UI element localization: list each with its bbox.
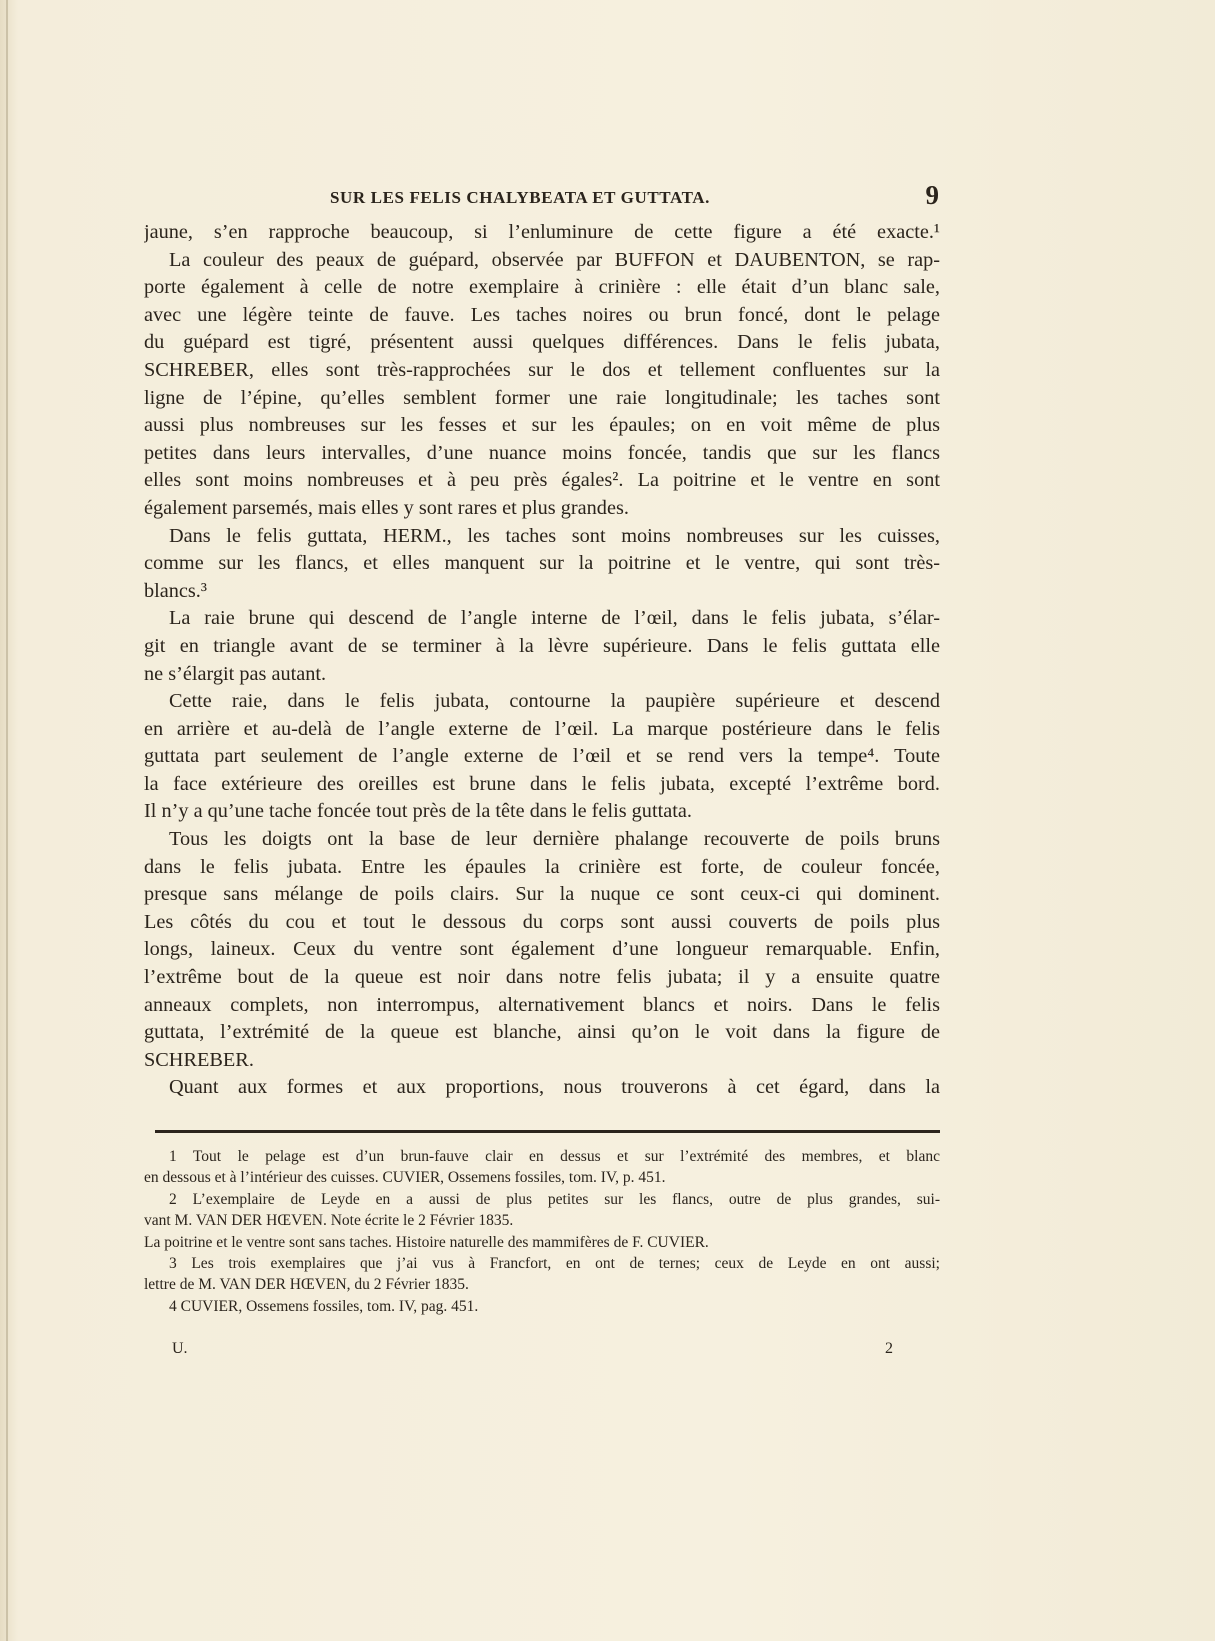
body-line: guttata part seulement de l’angle externe de l’œil et se rend vers la tempe⁴. Toute — [144, 745, 940, 768]
body-line: longs, laineux. Ceux du ventre sont également d’une longueur remarquable. Enfin, — [144, 938, 940, 961]
body-line: porte également à celle de notre exemplaire à crinière : elle était d’un blanc sale, — [144, 276, 940, 299]
body-line: jaune, s’en rapproche beaucoup, si l’enluminure de cette figure a été exacte.¹ — [144, 221, 940, 243]
body-line: également parsemés, mais elles y sont rares et plus grandes. — [144, 496, 629, 519]
footnote-rule — [155, 1130, 940, 1133]
body-line: Dans le felis guttata, HERM., les taches sont moins nombreuses sur les cuisses, — [169, 524, 940, 547]
body-line: avec une légère teinte de fauve. Les taches noires ou brun foncé, dont le pelage — [144, 303, 940, 326]
page-number: 9 — [925, 180, 939, 210]
body-line: ne s’élargit pas autant. — [144, 662, 327, 685]
body-line: la face extérieure des oreilles est brune dans le felis jubata, excepté l’extrême bord. — [144, 772, 940, 795]
body-line: Quant aux formes et aux proportions, nous trouverons à cet égard, dans la — [169, 1076, 940, 1099]
body-line: aussi plus nombreuses sur les fesses et sur les épaules; on en voit même de plus — [144, 414, 940, 437]
footnote-line: vant M. VAN DER HŒVEN. Note écrite le 2 Février 1835. — [144, 1212, 514, 1230]
body-line: Les côtés du cou et tout le dessous du corps sont aussi couverts de poils plus — [144, 910, 940, 933]
body-line: dans le felis jubata. Entre les épaules la crinière est forte, de couleur foncée, — [144, 855, 940, 878]
footnote-line: 2 L’exemplaire de Leyde en a aussi de plus petites sur les flancs, outre de plus grandes, sui- — [169, 1190, 940, 1208]
body-line: git en triangle avant de se terminer à la lèvre supérieure. Dans le felis guttata elle — [144, 634, 940, 657]
body-line: petites dans leurs intervalles, d’une nuance moins foncée, tandis que sur les flancs — [144, 441, 940, 464]
footnote-line: 3 Les trois exemplaires que j’ai vus à Francfort, en ont de ternes; ceux de Leyde en ont aussi; — [169, 1254, 940, 1272]
body-text — [144, 219, 940, 1102]
body-line: presque sans mélange de poils clairs. Sur la nuque ce sont ceux-ci qui dominent. — [144, 883, 940, 906]
footnote-line: 4 CUVIER, Ossemens fossiles, tom. IV, pag. 451. — [169, 1297, 479, 1315]
footnote-line: lettre de M. VAN DER HŒVEN, du 2 Février 1835. — [144, 1276, 469, 1294]
footnotes — [144, 1146, 940, 1317]
body-line: guttata, l’extrémité de la queue est blanche, ainsi qu’on le voit dans la figure de — [144, 1021, 940, 1044]
body-line: elles sont moins nombreuses et à peu près égales². La poitrine et le ventre en sont — [144, 469, 940, 492]
running-title: SUR LES FELIS CHALYBEATA ET GUTTATA. — [330, 188, 710, 207]
footnote-line: 1 Tout le pelage est d’un brun-fauve clair en dessus et sur l’extrémité des membres, et blanc — [169, 1148, 940, 1165]
page-gutter-edge — [6, 0, 8, 1641]
body-line: l’extrême bout de la queue est noir dans notre felis jubata; il y a ensuite quatre — [144, 966, 940, 989]
body-line: anneaux complets, non interrompus, alternativement blancs et noirs. Dans le felis — [144, 993, 940, 1016]
body-line: du guépard est tigré, présentent aussi quelques différences. Dans le felis jubata, — [144, 331, 940, 354]
body-line: Il n’y a qu’une tache foncée tout près de la tête dans le felis guttata. — [144, 800, 692, 823]
body-line: blancs.³ — [144, 579, 207, 602]
body-line: Tous les doigts ont la base de leur dernière phalange recouverte de poils bruns — [169, 828, 940, 851]
footnote-line: La poitrine et le ventre sont sans taches. Histoire naturelle des mammifères de F. CUVIER. — [144, 1233, 709, 1251]
body-line: SCHREBER, elles sont très-rapprochées sur le dos et tellement confluentes sur la — [144, 358, 940, 381]
body-line: Cette raie, dans le felis jubata, contourne la paupière supérieure et descend — [169, 690, 940, 713]
body-line: ligne de l’épine, qu’elles semblent former une raie longitudinale; les taches sont — [144, 386, 940, 409]
body-line: La raie brune qui descend de l’angle interne de l’œil, dans le felis jubata, s’élar- — [169, 607, 940, 630]
body-line: en arrière et au-delà de l’angle externe de l’œil. La marque postérieure dans le felis — [144, 717, 940, 740]
body-line: comme sur les flancs, et elles manquent sur la poitrine et le ventre, qui sont très- — [144, 552, 940, 575]
signature-left: U. — [172, 1340, 188, 1357]
body-line: SCHREBER. — [144, 1048, 254, 1071]
body-line: La couleur des peaux de guépard, observée par BUFFON et DAUBENTON, se rap- — [169, 248, 940, 271]
signature-right: 2 — [885, 1340, 893, 1357]
footnote-line: en dessous et à l’intérieur des cuisses. CUVIER, Ossemens fossiles, tom. IV, p. 451. — [144, 1169, 666, 1187]
